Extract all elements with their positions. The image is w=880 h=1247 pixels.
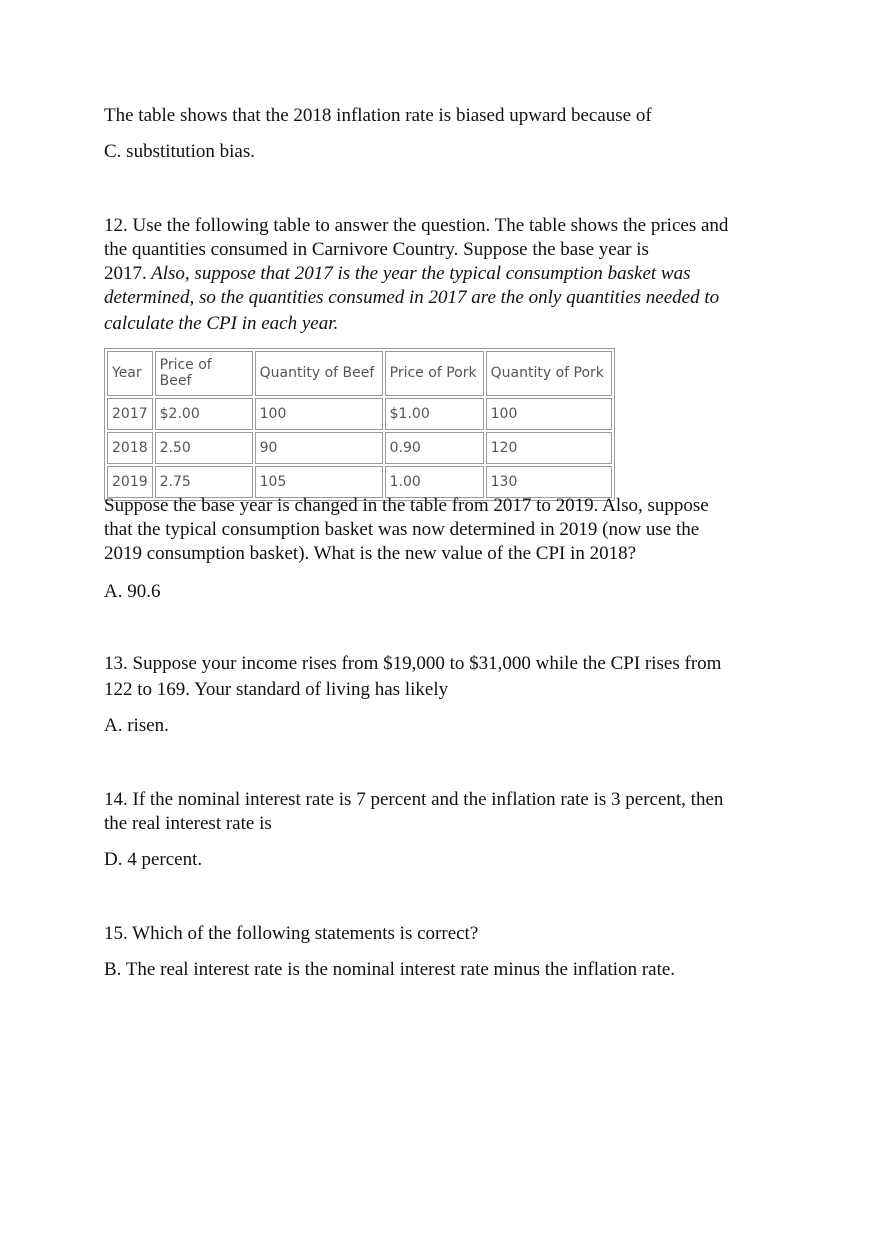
q12-stem-line-1: 12. Use the following table to answer the question. The table shows the prices and — [104, 215, 729, 236]
col-header-price-pork: Price of Pork — [385, 351, 484, 396]
table-row — [107, 432, 612, 464]
col-header-quantity-beef: Quantity of Beef — [255, 351, 383, 396]
q12-italic-note-3: calculate the CPI in each year. — [104, 313, 339, 334]
table-cell: 2.50 — [155, 432, 253, 464]
table-cell: 100 — [486, 398, 612, 430]
q14-stem-line-2: the real interest rate is — [104, 813, 272, 834]
table-cell: $2.00 — [155, 398, 253, 430]
q14-answer: D. 4 percent. — [104, 849, 203, 870]
q12-followup-line-1: Suppose the base year is changed in the table from 2017 to 2019. Also, suppose — [104, 495, 709, 516]
q13-stem — [104, 652, 784, 702]
q11-answer: C. substitution bias. — [104, 141, 255, 162]
q12-base-year: 2017. — [104, 263, 147, 284]
q12-stem-line-3 — [104, 262, 784, 286]
q12-italic-note-2: determined, so the quantities consumed in 2017 are the only quantities needed to — [104, 287, 720, 308]
table-cell: 1.00 — [385, 466, 484, 498]
q12-answer: A. 90.6 — [104, 581, 161, 602]
q15-answer: B. The real interest rate is the nominal interest rate minus the inflation rate. — [104, 959, 676, 980]
q12-stem-line-2: the quantities consumed in Carnivore Country. Suppose the base year is — [104, 239, 649, 260]
table-cell: 0.90 — [385, 432, 484, 464]
table-cell: 2018 — [107, 432, 153, 464]
table-cell: 90 — [255, 432, 383, 464]
q14-stem — [104, 788, 784, 836]
col-header-price-beef: Price of Beef — [155, 351, 253, 396]
q12-followup-line-3: 2019 consumption basket). What is the new value of the CPI in 2018? — [104, 543, 637, 564]
q13-stem-line-1: 13. Suppose your income rises from $19,000 to $31,000 while the CPI rises from — [104, 653, 722, 674]
q12-italic-note-1: Also, suppose that 2017 is the year the typical consumption basket was — [146, 263, 691, 284]
table-header-row — [107, 351, 612, 396]
table-cell: 2.75 — [155, 466, 253, 498]
q12-followup — [104, 494, 784, 566]
col-header-quantity-pork: Quantity of Pork — [486, 351, 612, 396]
table-cell: 100 — [255, 398, 383, 430]
table-cell: 120 — [486, 432, 612, 464]
table-cell: 2017 — [107, 398, 153, 430]
table-cell: $1.00 — [385, 398, 484, 430]
prices-quantities-table — [104, 348, 615, 501]
q14-stem-line-1: 14. If the nominal interest rate is 7 percent and the inflation rate is 3 percent, then — [104, 789, 724, 810]
q13-stem-line-2: 122 to 169. Your standard of living has likely — [104, 679, 449, 700]
q12-followup-line-2: that the typical consumption basket was now determined in 2019 (now use the — [104, 519, 700, 540]
col-header-year: Year — [107, 351, 153, 396]
table-row — [107, 398, 612, 430]
table-cell: 130 — [486, 466, 612, 498]
table-cell: 105 — [255, 466, 383, 498]
table-cell: 2019 — [107, 466, 153, 498]
q11-stem: The table shows that the 2018 inflation rate is biased upward because of — [104, 105, 652, 126]
q13-answer: A. risen. — [104, 715, 169, 736]
q15-stem: 15. Which of the following statements is correct? — [104, 923, 479, 944]
q12-stem — [104, 214, 784, 336]
